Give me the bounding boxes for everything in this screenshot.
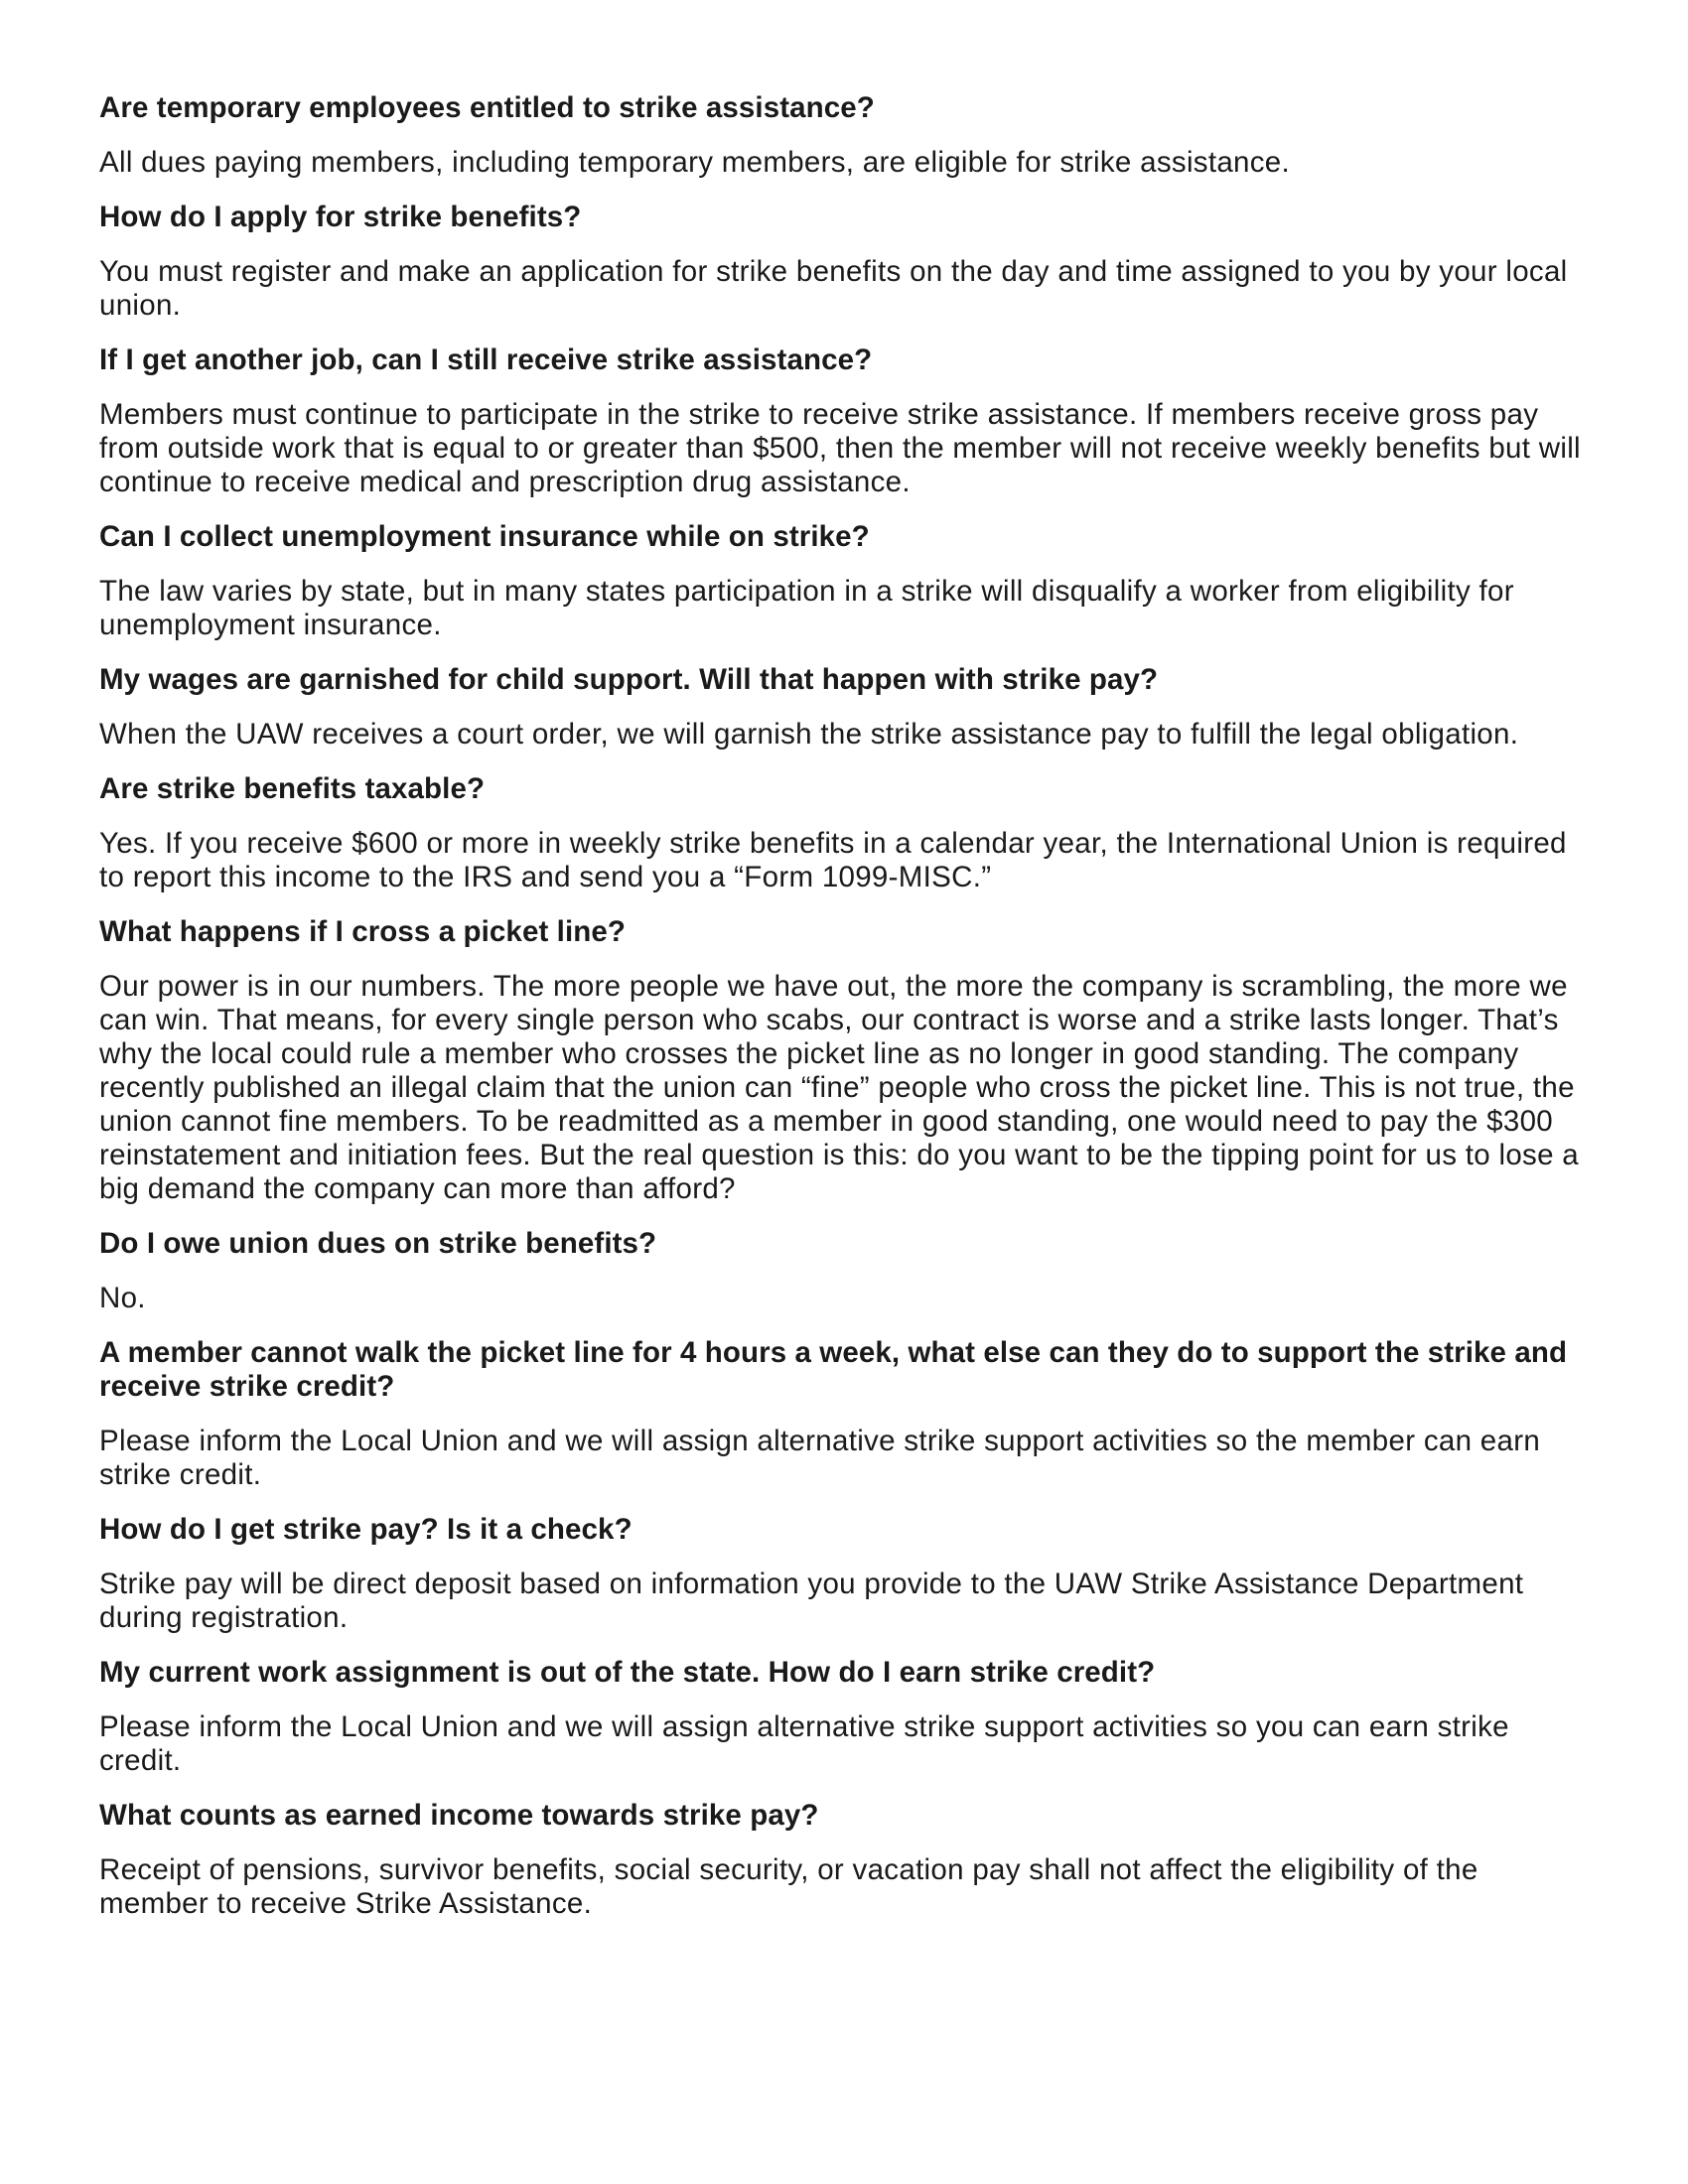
faq-item [99, 772, 1589, 894]
faq-item [99, 343, 1589, 499]
faq-item [99, 91, 1589, 180]
faq-question: Do I owe union dues on strike benefits? [99, 1227, 657, 1260]
faq-answer: All dues paying members, including temporary members, are eligible for strike assistance. [99, 146, 1291, 179]
faq-item [99, 915, 1589, 1206]
faq-item [99, 1336, 1589, 1492]
faq-question: My wages are garnished for child support. Will that happen with strike pay? [99, 663, 1159, 696]
faq-item [99, 1799, 1589, 1921]
faq-question: How do I apply for strike benefits? [99, 201, 582, 233]
faq-answer: Members must continue to participate in the strike to receive strike assistance. If members receive gross pay from outside work that is equal to or greater than $500, then the member will not receive weekly benefits but will continue to receive medical and prescription drug assistance. [99, 398, 1581, 498]
faq-item [99, 1656, 1589, 1778]
faq-item [99, 520, 1589, 642]
faq-answer: Receipt of pensions, survivor benefits, social security, or vacation pay shall not affect the eligibility of the member to receive Strike Assistance. [99, 1853, 1478, 1920]
faq-answer: When the UAW receives a court order, we will garnish the strike assistance pay to fulfill the legal obligation. [99, 718, 1519, 751]
faq-question: My current work assignment is out of the state. How do I earn strike credit? [99, 1656, 1156, 1689]
faq-answer: Please inform the Local Union and we will assign alternative strike support activities so the member can earn strike credit. [99, 1425, 1541, 1491]
faq-answer: Our power is in our numbers. The more people we have out, the more the company is scrambling, the more we can win. That means, for every single person who scabs, our contract is worse and a strike lasts longer. That’s why the local could rule a member who crosses the picket line as no longer in good standing. The company recently published an illegal claim that the union can “fine” people who cross the picket line. This is not true, the union cannot fine members. To be readmitted as a member in good standing, one would need to pay the $300 reinstatement and initiation fees. But the real question is this: do you want to be the tipping point for us to lose a big demand the company can more than afford? [99, 970, 1579, 1205]
faq-item [99, 663, 1589, 751]
faq-question: Can I collect unemployment insurance while on strike? [99, 520, 870, 553]
faq-question: A member cannot walk the picket line for 4 hours a week, what else can they do to support the strike and receive strike credit? [99, 1336, 1568, 1403]
faq-question: Are strike benefits taxable? [99, 772, 486, 805]
faq-answer: You must register and make an application for strike benefits on the day and time assigned to you by your local union. [99, 255, 1568, 322]
faq-item [99, 201, 1589, 323]
faq-item [99, 1227, 1589, 1315]
faq-page [99, 91, 1589, 1942]
faq-item [99, 1513, 1589, 1635]
faq-question: What happens if I cross a picket line? [99, 915, 627, 948]
faq-answer: Strike pay will be direct deposit based on information you provide to the UAW Strike Assistance Department during registration. [99, 1568, 1524, 1634]
faq-question: How do I get strike pay? Is it a check? [99, 1513, 633, 1546]
faq-answer: Please inform the Local Union and we will assign alternative strike support activities so you can earn strike credit. [99, 1710, 1509, 1777]
faq-answer: No. [99, 1282, 146, 1314]
faq-question: What counts as earned income towards strike pay? [99, 1799, 819, 1832]
faq-answer: Yes. If you receive $600 or more in weekly strike benefits in a calendar year, the International Union is required to report this income to the IRS and send you a “Form 1099-MISC.” [99, 827, 1567, 893]
faq-question: Are temporary employees entitled to strike assistance? [99, 91, 875, 124]
faq-answer: The law varies by state, but in many states participation in a strike will disqualify a worker from eligibility for unemployment insurance. [99, 575, 1514, 641]
faq-question: If I get another job, can I still receive strike assistance? [99, 343, 873, 376]
